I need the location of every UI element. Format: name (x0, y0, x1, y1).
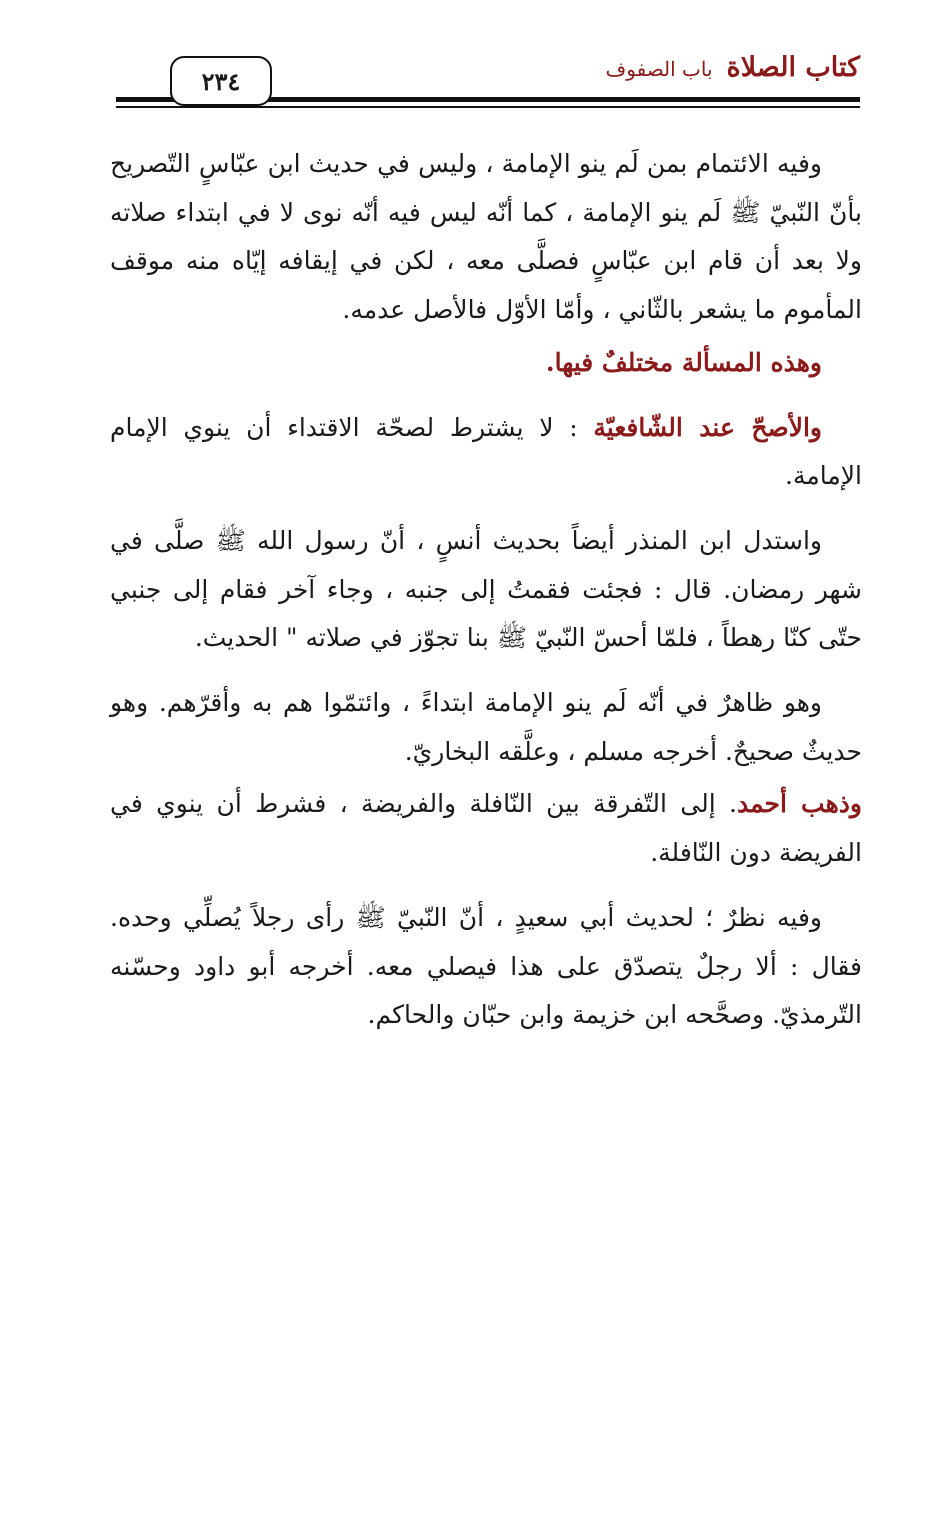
paragraph-7 (110, 894, 862, 1040)
paragraph-1 (110, 140, 862, 335)
paragraph-text: وفيه نظرٌ ؛ لحديث أبي سعيدٍ ، أنّ النّبيّ ﷺ رأى رجلاً يُصلِّي وحده. فقال : ألا رجلٌ يتصدّق على هذا فيصلي معه. أخرجه أبو داود وحسّنه التّرمذيّ. وصحَّحه ابن خزيمة وابن حبّان والحاكم. (110, 902, 862, 1030)
chapter-title: باب الصفوف (605, 57, 713, 81)
header-rule-thin (116, 106, 860, 108)
paragraph-5 (110, 679, 862, 776)
page-header (0, 0, 945, 120)
paragraph-4 (110, 517, 862, 663)
paragraph-text: واستدل ابن المنذر أيضاً بحديث أنسٍ ، أنّ رسول الله ﷺ صلَّى في شهر رمضان. قال : فجئت فقمتُ إلى جنبه ، وجاء آخر فقام إلى جنبي حتّى كنّا رهطاً ، فلمّا أحسّ النّبيّ ﷺ بنا تجوّز في صلاته " الحديث. (110, 525, 862, 653)
page-number: ٢٣٤ (170, 56, 272, 106)
paragraph-text: . إلى التّفرقة بين النّافلة والفريضة ، فشرط أن ينوي في الفريضة دون النّافلة. (110, 789, 862, 868)
paragraph-text: وهو ظاهرٌ في أنّه لَم ينو الإمامة ابتداءً ، وائتمّوا هم به وأقرّهم. وهو حديثٌ صحيحٌ. أخرجه مسلم ، وعلَّقه البخاريّ. (110, 688, 862, 766)
body-text (110, 140, 862, 1056)
paragraph-3 (110, 404, 862, 501)
highlight-text: والأصحّ عند الشّافعيّة (593, 412, 822, 442)
paragraph-6 (110, 780, 862, 877)
running-head (606, 52, 860, 83)
paragraph-2 (110, 339, 862, 388)
paragraph-text: : لا يشترط لصحّة الاقتداء أن ينوي الإمام الإمامة. (110, 412, 862, 491)
paragraph-text: وفيه الائتمام بمن لَم ينو الإمامة ، وليس في حديث ابن عبّاسٍ التّصريح بأنّ النّبيّ ﷺ لَم ينو الإمامة ، كما أنّه ليس فيه أنّه نوى لا في ابتداء صلاته ولا بعد أن قام ابن عبّاسٍ فصلَّى معه ، لكن في إيقافه إيّاه منه موقف المأموم ما يشعر بالثّاني ، وأمّا الأوّل فالأصل عدمه. (110, 149, 862, 325)
highlight-text: وذهب أحمد (736, 789, 862, 819)
book-title: كتاب الصلاة (726, 52, 860, 83)
highlight-text: وهذه المسألة مختلفٌ فيها. (545, 347, 822, 377)
